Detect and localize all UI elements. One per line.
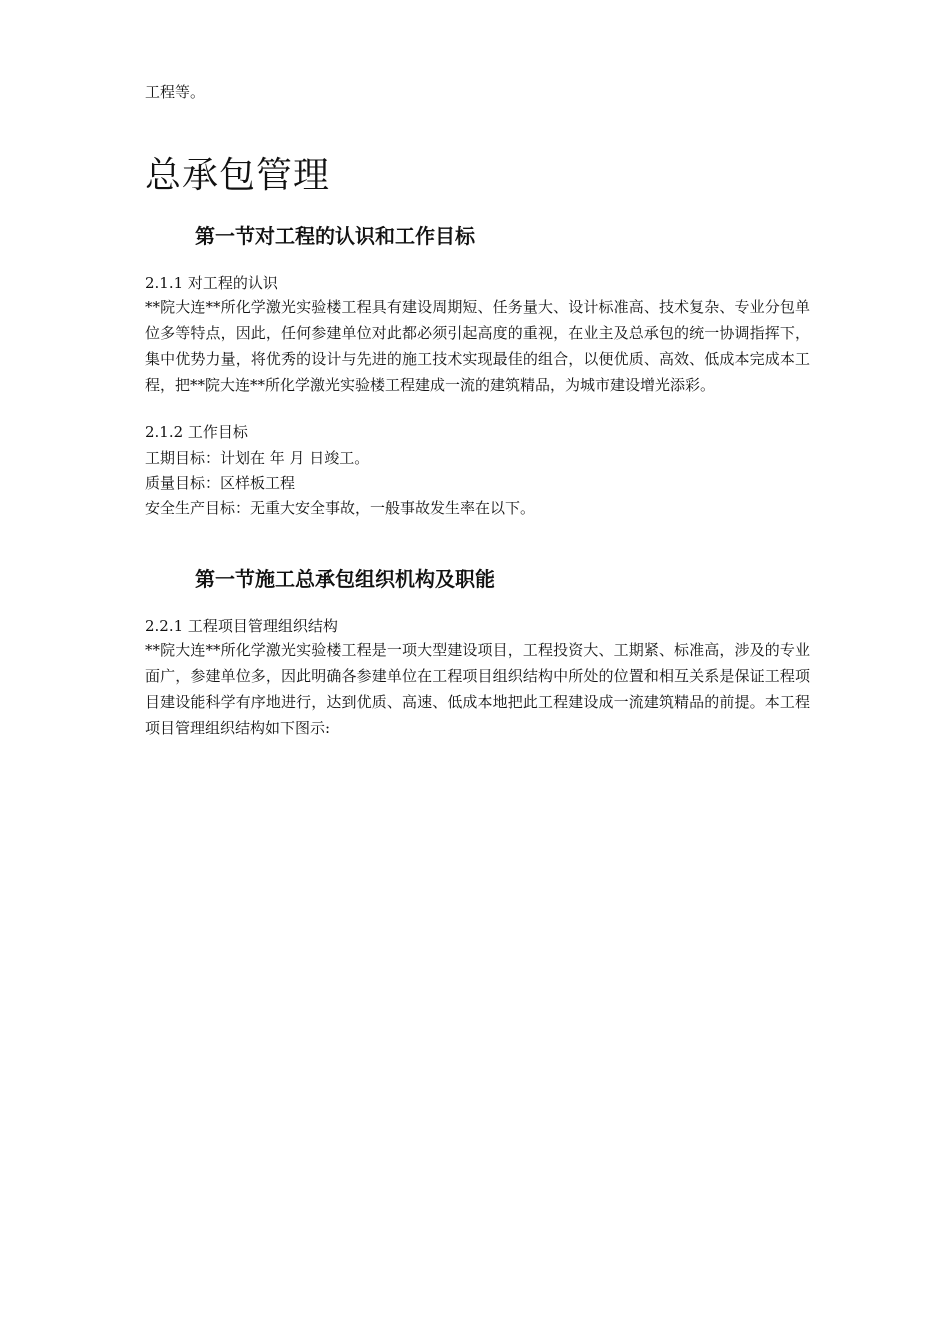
chapter-title: 总承包管理 <box>145 155 331 196</box>
subsection-2-2-1-heading: 2.2.1 工程项目管理组织结构 <box>145 617 338 635</box>
subsection-2-2-1-paragraph: **院大连**所化学激光实验楼工程是一项大型建设项目，工程投资大、工期紧、标准高，涉及的专业面广，参建单位多，因此明确各参建单位在工程项目组织结构中所处的位置和相互关系是保证工程项目建设能科学有序地进行，达到优质、高速、低成本地把此工程建设成一流建筑精品的前提。本工程项目管理组织结构如下图示: <box>145 641 810 737</box>
section-1-title: 第一节对工程的认识和工作目标 <box>195 224 475 248</box>
intro-continuation-text: 工程等。 <box>145 83 206 101</box>
goal-schedule: 工期目标：计划在 年 月 日竣工。 <box>145 449 370 467</box>
subsection-2-1-1-paragraph: **院大连**所化学激光实验楼工程具有建设周期短、任务量大、设计标准高、技术复杂、专业分包单位多等特点，因此，任何参建单位对此都必须引起高度的重视，在业主及总承包的统一协调指挥下，集中优势力量，将优秀的设计与先进的施工技术实现最佳的组合，以便优质、高效、低成本完成本工程，把**院大连**所化学激光实验楼工程建成一流的建筑精品，为城市建设增光添彩。 <box>145 298 810 394</box>
goal-safety: 安全生产目标：无重大安全事故，一般事故发生率在以下。 <box>145 499 536 517</box>
subsection-2-1-1-heading: 2.1.1 对工程的认识 <box>145 274 278 292</box>
goal-quality: 质量目标：区样板工程 <box>145 474 296 492</box>
subsection-2-1-2-heading: 2.1.2 工作目标 <box>145 423 248 441</box>
section-2-title: 第一节施工总承包组织机构及职能 <box>195 567 495 591</box>
